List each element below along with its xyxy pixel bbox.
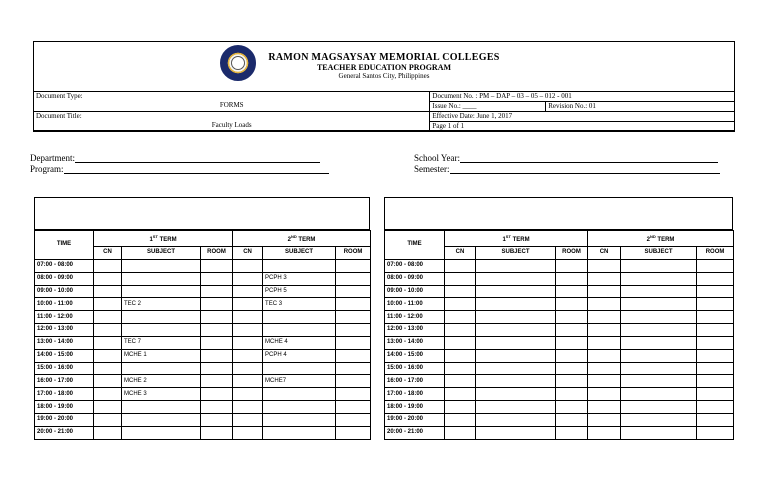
room-cell[interactable] — [556, 311, 588, 324]
room-cell[interactable] — [697, 401, 734, 414]
room-cell[interactable] — [336, 413, 371, 426]
subject-cell[interactable] — [263, 426, 336, 439]
cn-cell[interactable] — [445, 388, 476, 401]
subject-cell[interactable] — [621, 349, 697, 362]
room-cell[interactable] — [556, 401, 588, 414]
subject-cell[interactable] — [476, 324, 556, 337]
subject-header: SUBJECT — [476, 247, 556, 260]
time-cell: 19:00 - 20:00 — [385, 413, 445, 426]
subject-cell[interactable] — [122, 272, 201, 285]
table-row — [35, 426, 371, 439]
school-year-line[interactable] — [460, 153, 718, 163]
cn-cell[interactable] — [588, 401, 621, 414]
cn-cell[interactable] — [445, 362, 476, 375]
room-cell[interactable] — [336, 362, 371, 375]
subject-cell[interactable]: TEC 3 — [263, 298, 336, 311]
table-row — [35, 336, 371, 349]
subject-cell[interactable] — [476, 298, 556, 311]
time-cell: 15:00 - 16:00 — [35, 362, 94, 375]
room-cell[interactable] — [336, 388, 371, 401]
room-cell[interactable] — [697, 285, 734, 298]
cn-cell[interactable] — [94, 324, 122, 337]
document-meta-table — [33, 91, 735, 132]
table-row — [35, 388, 371, 401]
room-cell[interactable] — [556, 285, 588, 298]
term1-header: 1ST TERM — [445, 231, 588, 247]
room-cell[interactable] — [201, 298, 233, 311]
cn-cell[interactable] — [588, 311, 621, 324]
doc-title-cell — [34, 112, 430, 132]
subject-cell[interactable] — [263, 311, 336, 324]
cn-cell[interactable] — [94, 336, 122, 349]
room-cell[interactable] — [336, 311, 371, 324]
room-cell[interactable] — [201, 336, 233, 349]
room-cell[interactable] — [336, 298, 371, 311]
room-cell[interactable] — [556, 362, 588, 375]
subject-cell[interactable] — [122, 259, 201, 272]
table-row — [35, 375, 371, 388]
table-row — [35, 362, 371, 375]
room-cell[interactable] — [697, 298, 734, 311]
table-row — [35, 285, 371, 298]
cn-cell[interactable] — [233, 324, 263, 337]
program-name: TEACHER EDUCATION PROGRAM — [316, 63, 452, 72]
time-cell: 13:00 - 14:00 — [385, 336, 445, 349]
subject-cell[interactable] — [476, 285, 556, 298]
time-cell: 07:00 - 08:00 — [35, 259, 94, 272]
room-cell[interactable] — [697, 336, 734, 349]
cn-cell[interactable] — [94, 285, 122, 298]
table-row — [35, 324, 371, 337]
cn-cell[interactable] — [94, 349, 122, 362]
table-row — [385, 285, 734, 298]
cn-cell[interactable] — [233, 336, 263, 349]
room-cell[interactable] — [201, 311, 233, 324]
cn-header: CN — [445, 247, 476, 260]
cn-cell[interactable] — [588, 272, 621, 285]
room-cell[interactable] — [697, 349, 734, 362]
cn-cell[interactable] — [445, 324, 476, 337]
subject-cell[interactable]: TEC 7 — [122, 336, 201, 349]
room-cell[interactable] — [201, 259, 233, 272]
table-row — [385, 336, 734, 349]
subject-cell[interactable]: MCHE 1 — [122, 349, 201, 362]
time-cell: 18:00 - 19:00 — [385, 401, 445, 414]
subject-cell[interactable] — [476, 259, 556, 272]
cn-cell[interactable] — [588, 298, 621, 311]
cn-cell[interactable] — [94, 401, 122, 414]
school-year-field[interactable] — [414, 153, 718, 163]
subject-cell[interactable] — [263, 259, 336, 272]
issue-no: Issue No.: ____ — [430, 102, 546, 112]
page-number: Page 1 of 1 — [430, 122, 735, 132]
time-cell: 14:00 - 15:00 — [35, 349, 94, 362]
room-cell[interactable] — [556, 259, 588, 272]
subject-cell[interactable] — [122, 401, 201, 414]
cn-cell[interactable] — [588, 259, 621, 272]
doc-title-value: Faculty Loads — [211, 121, 252, 129]
table-row — [385, 375, 734, 388]
program-field[interactable] — [30, 164, 329, 174]
subject-cell[interactable] — [621, 259, 697, 272]
subject-cell[interactable] — [263, 362, 336, 375]
table-row — [35, 311, 371, 324]
subject-cell[interactable] — [621, 298, 697, 311]
cn-cell[interactable] — [233, 259, 263, 272]
time-cell: 16:00 - 17:00 — [35, 375, 94, 388]
subject-cell[interactable] — [476, 375, 556, 388]
semester-label: Semester: — [414, 164, 450, 174]
time-cell: 20:00 - 21:00 — [385, 426, 445, 439]
room-cell[interactable] — [697, 362, 734, 375]
cn-cell[interactable] — [445, 375, 476, 388]
department-label: Department: — [30, 153, 75, 163]
right-title-box — [384, 197, 733, 230]
cn-cell[interactable] — [94, 362, 122, 375]
subject-cell[interactable] — [476, 311, 556, 324]
time-header: TIME — [35, 231, 94, 260]
left-schedule-table — [34, 230, 371, 440]
time-cell: 17:00 - 18:00 — [35, 388, 94, 401]
time-cell: 09:00 - 10:00 — [35, 285, 94, 298]
cn-cell[interactable] — [233, 388, 263, 401]
table-row — [35, 349, 371, 362]
room-cell[interactable] — [556, 349, 588, 362]
cn-cell[interactable] — [588, 413, 621, 426]
subject-cell[interactable] — [621, 426, 697, 439]
room-cell[interactable] — [201, 388, 233, 401]
school-name: RAMON MAGSAYSAY MEMORIAL COLLEGES — [268, 52, 500, 63]
table-row — [35, 272, 371, 285]
right-schedule-table — [384, 230, 734, 440]
cn-cell[interactable] — [445, 349, 476, 362]
room-header: ROOM — [201, 247, 233, 260]
time-cell: 12:00 - 13:00 — [35, 324, 94, 337]
cn-cell[interactable] — [233, 426, 263, 439]
cn-cell[interactable] — [94, 272, 122, 285]
subject-cell[interactable] — [122, 362, 201, 375]
cn-cell[interactable] — [445, 413, 476, 426]
room-cell[interactable] — [201, 413, 233, 426]
table-row — [385, 426, 734, 439]
time-cell: 11:00 - 12:00 — [35, 311, 94, 324]
table-row — [385, 298, 734, 311]
subject-cell[interactable]: MCHE 3 — [122, 388, 201, 401]
time-cell: 10:00 - 11:00 — [35, 298, 94, 311]
time-cell: 08:00 - 09:00 — [35, 272, 94, 285]
subject-cell[interactable] — [621, 285, 697, 298]
time-cell: 16:00 - 17:00 — [385, 375, 445, 388]
cn-cell[interactable] — [588, 349, 621, 362]
cn-cell[interactable] — [445, 285, 476, 298]
cn-cell[interactable] — [233, 362, 263, 375]
subject-cell[interactable] — [621, 401, 697, 414]
doc-no: Document No. : PM – DAP – 03 – 05 – 012 - 001 — [430, 92, 735, 102]
cn-cell[interactable] — [445, 401, 476, 414]
subject-cell[interactable] — [621, 388, 697, 401]
room-cell[interactable] — [556, 324, 588, 337]
subject-cell[interactable] — [621, 324, 697, 337]
subject-cell[interactable] — [621, 413, 697, 426]
cn-cell[interactable] — [233, 272, 263, 285]
semester-field[interactable] — [414, 164, 720, 174]
table-row — [35, 413, 371, 426]
subject-cell[interactable]: PCPH 5 — [263, 285, 336, 298]
table-row — [385, 259, 734, 272]
semester-line[interactable] — [450, 164, 720, 174]
subject-cell[interactable] — [122, 413, 201, 426]
room-cell[interactable] — [697, 311, 734, 324]
program-label: Program: — [30, 164, 64, 174]
time-cell: 15:00 - 16:00 — [385, 362, 445, 375]
subject-cell[interactable]: MCHE 2 — [122, 375, 201, 388]
room-cell[interactable] — [336, 324, 371, 337]
cn-cell[interactable] — [233, 401, 263, 414]
time-cell: 07:00 - 08:00 — [385, 259, 445, 272]
time-cell: 11:00 - 12:00 — [385, 311, 445, 324]
room-cell[interactable] — [556, 375, 588, 388]
subject-cell[interactable] — [621, 311, 697, 324]
room-cell[interactable] — [201, 426, 233, 439]
room-header: ROOM — [336, 247, 371, 260]
room-cell[interactable] — [697, 324, 734, 337]
subject-cell[interactable] — [621, 362, 697, 375]
subject-cell[interactable] — [263, 388, 336, 401]
cn-header: CN — [94, 247, 122, 260]
cn-cell[interactable] — [445, 298, 476, 311]
cn-cell[interactable] — [588, 336, 621, 349]
room-cell[interactable] — [201, 272, 233, 285]
time-cell: 13:00 - 14:00 — [35, 336, 94, 349]
term1-header: 1ST TERM — [94, 231, 233, 247]
room-cell[interactable] — [201, 401, 233, 414]
time-cell: 17:00 - 18:00 — [385, 388, 445, 401]
school-year-label: School Year: — [414, 153, 461, 163]
department-field[interactable] — [30, 153, 320, 163]
left-title-box — [34, 197, 370, 230]
doc-type-value: FORMS — [219, 101, 244, 109]
subject-cell[interactable]: PCPH 4 — [263, 349, 336, 362]
cn-cell[interactable] — [588, 285, 621, 298]
subject-cell[interactable] — [476, 336, 556, 349]
table-row — [35, 259, 371, 272]
cn-cell[interactable] — [233, 375, 263, 388]
subject-header: SUBJECT — [621, 247, 697, 260]
cn-cell[interactable] — [588, 388, 621, 401]
room-cell[interactable] — [201, 324, 233, 337]
time-cell: 14:00 - 15:00 — [385, 349, 445, 362]
table-row — [35, 298, 371, 311]
subject-cell[interactable] — [122, 311, 201, 324]
room-cell[interactable] — [201, 375, 233, 388]
school-location: General Santos City, Philippines — [338, 72, 430, 80]
term2-header: 2ND TERM — [233, 231, 371, 247]
room-header: ROOM — [697, 247, 734, 260]
table-row — [35, 401, 371, 414]
table-row — [385, 362, 734, 375]
time-cell: 09:00 - 10:00 — [385, 285, 445, 298]
subject-cell[interactable] — [621, 272, 697, 285]
subject-cell[interactable] — [621, 375, 697, 388]
cn-cell[interactable] — [94, 298, 122, 311]
cn-cell[interactable] — [94, 413, 122, 426]
room-header: ROOM — [556, 247, 588, 260]
cn-cell[interactable] — [94, 426, 122, 439]
room-cell[interactable] — [336, 401, 371, 414]
table-row — [385, 272, 734, 285]
cn-header: CN — [588, 247, 621, 260]
time-header: TIME — [385, 231, 445, 260]
doc-title-label: Document Title: — [36, 112, 82, 120]
subject-cell[interactable]: MCHE 4 — [263, 336, 336, 349]
table-row — [385, 413, 734, 426]
cn-cell[interactable] — [233, 349, 263, 362]
table-row — [385, 388, 734, 401]
room-cell[interactable] — [336, 426, 371, 439]
table-row — [385, 324, 734, 337]
subject-cell[interactable] — [263, 413, 336, 426]
cn-cell[interactable] — [445, 259, 476, 272]
cn-cell[interactable] — [94, 259, 122, 272]
room-cell[interactable] — [336, 259, 371, 272]
cn-cell[interactable] — [233, 298, 263, 311]
room-cell[interactable] — [556, 388, 588, 401]
time-cell: 10:00 - 11:00 — [385, 298, 445, 311]
subject-cell[interactable] — [621, 336, 697, 349]
subject-cell[interactable] — [263, 324, 336, 337]
cn-cell[interactable] — [588, 375, 621, 388]
room-cell[interactable] — [556, 426, 588, 439]
subject-cell[interactable] — [122, 285, 201, 298]
subject-cell[interactable] — [122, 324, 201, 337]
subject-cell[interactable] — [476, 272, 556, 285]
subject-cell[interactable] — [263, 401, 336, 414]
doc-type-cell — [34, 92, 430, 112]
room-cell[interactable] — [556, 336, 588, 349]
room-cell[interactable] — [336, 285, 371, 298]
room-cell[interactable] — [697, 375, 734, 388]
room-cell[interactable] — [697, 426, 734, 439]
department-line[interactable] — [75, 153, 320, 163]
room-cell[interactable] — [336, 375, 371, 388]
room-cell[interactable] — [556, 413, 588, 426]
subject-cell[interactable] — [476, 426, 556, 439]
cn-cell[interactable] — [445, 336, 476, 349]
room-cell[interactable] — [697, 413, 734, 426]
room-cell[interactable] — [201, 349, 233, 362]
cn-cell[interactable] — [588, 324, 621, 337]
cn-cell[interactable] — [94, 311, 122, 324]
cn-cell[interactable] — [94, 375, 122, 388]
cn-cell[interactable] — [445, 311, 476, 324]
cn-cell[interactable] — [94, 388, 122, 401]
room-cell[interactable] — [336, 336, 371, 349]
cn-cell[interactable] — [588, 362, 621, 375]
cn-cell[interactable] — [233, 311, 263, 324]
table-row — [385, 349, 734, 362]
cn-cell[interactable] — [233, 285, 263, 298]
subject-cell[interactable] — [476, 413, 556, 426]
subject-header: SUBJECT — [263, 247, 336, 260]
subject-cell[interactable]: MCHE7 — [263, 375, 336, 388]
cn-cell[interactable] — [588, 426, 621, 439]
doc-type-label: Document Type: — [36, 92, 83, 100]
table-row — [385, 401, 734, 414]
cn-cell[interactable] — [445, 426, 476, 439]
time-cell: 08:00 - 09:00 — [385, 272, 445, 285]
subject-cell[interactable] — [476, 388, 556, 401]
subject-cell[interactable] — [476, 362, 556, 375]
room-cell[interactable] — [697, 388, 734, 401]
subject-cell[interactable]: PCPH 3 — [263, 272, 336, 285]
program-line[interactable] — [64, 164, 329, 174]
subject-cell[interactable] — [476, 401, 556, 414]
room-cell[interactable] — [556, 272, 588, 285]
room-cell[interactable] — [556, 298, 588, 311]
cn-cell[interactable] — [445, 272, 476, 285]
table-row — [385, 311, 734, 324]
time-cell: 12:00 - 13:00 — [385, 324, 445, 337]
subject-cell[interactable] — [122, 426, 201, 439]
room-cell[interactable] — [697, 259, 734, 272]
subject-cell[interactable] — [476, 349, 556, 362]
cn-header: CN — [233, 247, 263, 260]
effective-date: Effective Date: June 1, 2017 — [430, 112, 735, 122]
room-cell[interactable] — [697, 272, 734, 285]
time-cell: 20:00 - 21:00 — [35, 426, 94, 439]
room-cell[interactable] — [201, 362, 233, 375]
term2-header: 2ND TERM — [588, 231, 734, 247]
room-cell[interactable] — [201, 285, 233, 298]
time-cell: 19:00 - 20:00 — [35, 413, 94, 426]
room-cell[interactable] — [336, 349, 371, 362]
time-cell: 18:00 - 19:00 — [35, 401, 94, 414]
cn-cell[interactable] — [233, 413, 263, 426]
room-cell[interactable] — [336, 272, 371, 285]
subject-header: SUBJECT — [122, 247, 201, 260]
revision-no: Revision No.: 01 — [546, 102, 735, 112]
subject-cell[interactable]: TEC 2 — [122, 298, 201, 311]
